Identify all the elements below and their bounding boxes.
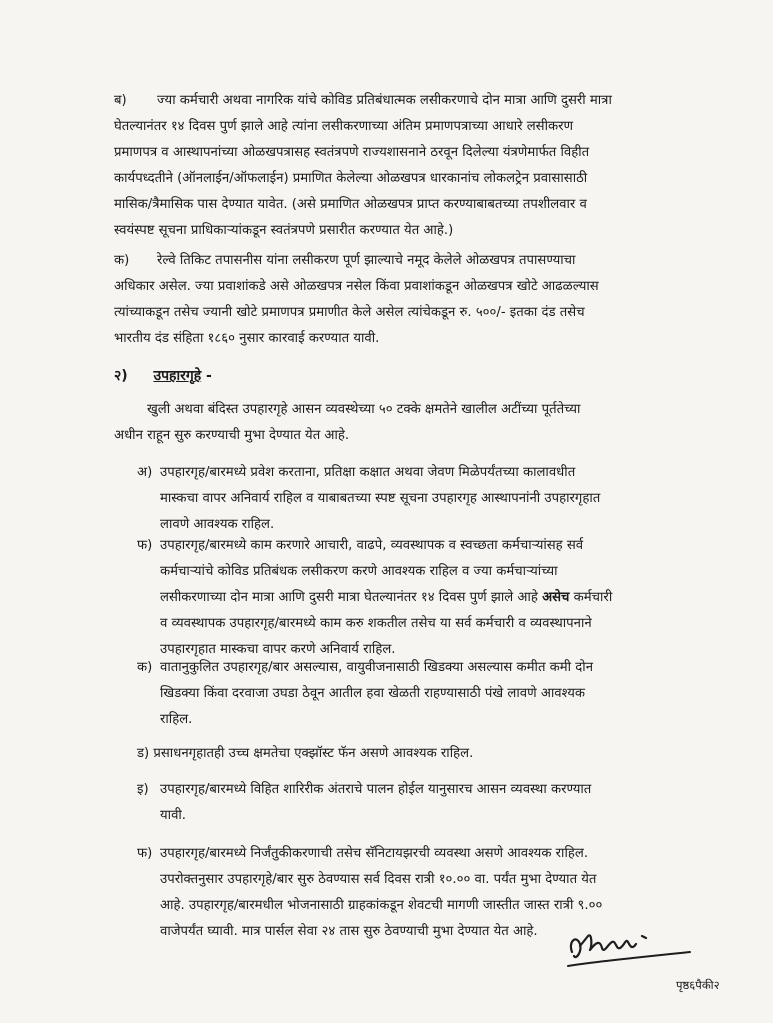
text-line: उपहारगृह/बारमध्ये विहित शारिरीक अंतराचे पालन होईल यानुसारच आसन व्यवस्था करण्यात xyxy=(160,782,592,797)
section-heading xyxy=(114,363,212,389)
text-line: त्यांच्याकडून तसेच ज्यानी खोटे प्रमाणपत्र प्रमाणीत केले असेल त्यांचेकडून रु. ५००/- इतका दंड तसेच xyxy=(114,305,585,320)
intro-second-line xyxy=(114,423,704,449)
item-d xyxy=(137,741,697,767)
section-b-body xyxy=(114,114,704,244)
text-line: राहिल. xyxy=(160,712,193,727)
text-line: उपहारगृह/बारमध्ये काम करणारे आचारी, वाढपे, व्यवस्थापक व स्वच्छता कर्मचाऱ्यांसह सर्व xyxy=(160,538,584,553)
text-line: वाजेपर्यंत घ्यावी. मात्र पार्सल सेवा २४ तास सुरु ठेवण्याची मुभा देण्यात येत आहे. xyxy=(160,924,538,939)
text-line: यावी. xyxy=(160,808,187,823)
text-line: कार्यपध्दतीने (ऑनलाईन/ऑफलाईन) प्रमाणित केलेल्या ओळखपत्र धारकानांच लोकलट्रेन प्रवासासाठी xyxy=(114,171,588,186)
section-b-first-line xyxy=(157,88,697,114)
text-line: ज्या कर्मचारी अथवा नागरिक यांचे कोविड प्रतिबंधात्मक लसीकरणाचे दोन मात्रा आणि दुसरी मात्रा xyxy=(157,93,612,108)
text-line: खुली अथवा बंदिस्त उपहारगृहे आसन व्यवस्थेच्या ५० टक्के क्षमतेने खालील अटींच्या पूर्ततेच्या xyxy=(147,402,581,417)
section-b-label: ब) xyxy=(114,93,127,108)
text-line: आहे. उपहारगृह/बारमधील भोजनासाठी ग्राहकांकडून शेवटची मागणी जास्तीत जास्त रात्री ९.०० xyxy=(160,898,603,913)
text-line: अधिकार असेल. ज्या प्रवाशांकडे असे ओळखपत्र नसेल किंवा प्रवाशांकडून ओळखपत्र खोटे आढळल्यास xyxy=(114,279,599,294)
text-line: उपरोक्तनुसार उपहारगृहे/बार सुरु ठेवण्यास सर्व दिवस रात्री १०.०० वा. पर्यंत मुभा देण्यात येत xyxy=(160,872,597,887)
text-line: उपहारगृह/बारमध्ये प्रवेश करताना, प्रतिक्षा कक्षात अथवा जेवण मिळेपर्यंतच्या कालावधीत xyxy=(160,465,576,480)
text-line: उपहारगृह/बारमध्ये निर्जंतुकीकरणाची तसेच सॅनिटायझरची व्यवस्था असणे आवश्यक राहिल. xyxy=(160,846,589,861)
section-c-body xyxy=(114,274,704,352)
item-a-label: अ) xyxy=(137,465,153,480)
emphasis-word: असेच xyxy=(542,590,570,605)
page-number: पृष्ठ६पैकी२ xyxy=(676,978,720,992)
text-line: मास्कचा वापर अनिवार्य राहिल व याबाबतच्या स्पष्ट सूचना उपहारगृह आस्थापनांनी उपहारगृहात xyxy=(160,491,601,506)
heading-suffix: - xyxy=(201,368,212,384)
item-k-label: क) xyxy=(137,660,153,675)
item-f2-label: फ) xyxy=(137,846,153,861)
item-f1-body xyxy=(160,533,700,663)
text-line: उपहारगृहात मास्कचा वापर करणे अनिवार्य राहिल. xyxy=(160,642,396,657)
text-line: ड) प्रसाधनगृहातही उच्च क्षमतेचा एक्झॉस्ट फॅन असणे आवश्यक राहिल. xyxy=(137,746,474,761)
text-line xyxy=(160,585,700,611)
item-i-label: इ) xyxy=(137,782,149,797)
section-c-first-line xyxy=(157,248,697,274)
text-segment: लसीकरणाच्या दोन मात्रा आणि दुसरी मात्रा घेतल्यानंतर १४ दिवस पुर्ण झाले आहे xyxy=(160,590,543,605)
text-line: व व्यवस्थापक उपहारगृह/बारमध्ये काम करु शकतील तसेच या सर्व कर्मचारी व व्यवस्थापनाने xyxy=(160,616,592,631)
text-line: कर्मचाऱ्यांचे कोविड प्रतिबंधक लसीकरण करणे आवश्यक राहिल व ज्या कर्मचाऱ्यांच्या xyxy=(160,564,558,579)
text-line: भारतीय दंड संहिता १८६० नुसार कारवाई करण्यात यावी. xyxy=(114,331,380,346)
text-line: खिडक्या किंवा दरवाजा उघडा ठेवून आतील हवा खेळती राहण्यासाठी पंखे लावणे आवश्यक xyxy=(160,686,586,701)
item-i-body xyxy=(160,777,700,829)
item-f1-label: फ) xyxy=(137,538,153,553)
text-line: लावणे आवश्यक राहिल. xyxy=(160,517,275,532)
heading-number: २) xyxy=(114,368,128,384)
text-line: अधीन राहून सुरु करण्याची मुभा देण्यात येत आहे. xyxy=(114,428,350,443)
text-line: घेतल्यानंतर १४ दिवस पुर्ण झाले आहे त्यांना लसीकरणाच्या अंतिम प्रमाणपत्राच्या आधारे लसीकरण xyxy=(114,119,574,134)
heading-title: उपहारगृहे xyxy=(153,368,202,384)
text-line: वातानुकुलित उपहारगृह/बार असल्यास, वायुवीजनासाठी खिडक्या असल्यास कमीत कमी दोन xyxy=(160,660,594,675)
text-line: स्वयंस्पष्ट सूचना प्राधिकाऱ्यांकडून स्वतंत्रपणे प्रसारीत करण्यात येत आहे.) xyxy=(114,223,454,238)
text-line: रेल्वे तिकिट तपासनीस यांना लसीकरण पूर्ण झाल्याचे नमूद केलेले ओळखपत्र तपासण्याचा xyxy=(157,253,576,268)
intro-first-line xyxy=(147,397,707,423)
text-line: मासिक/त्रैमासिक पास देण्यात यावेत. (असे प्रमाणित ओळखपत्र प्राप्त करण्याबाबतच्या तपशीलवार व xyxy=(114,197,587,212)
signature-icon xyxy=(562,916,702,976)
item-a-body xyxy=(160,460,700,538)
section-c-label: क) xyxy=(114,253,130,268)
text-segment: कर्मचारी xyxy=(569,590,613,605)
item-k-body xyxy=(160,655,700,733)
text-line: प्रमाणपत्र व आस्थापनांच्या ओळखपत्रासह स्वतंत्रपणे राज्यशासनाने ठरवून दिलेल्या यंत्रणेमार्फत विहीत xyxy=(114,145,590,160)
